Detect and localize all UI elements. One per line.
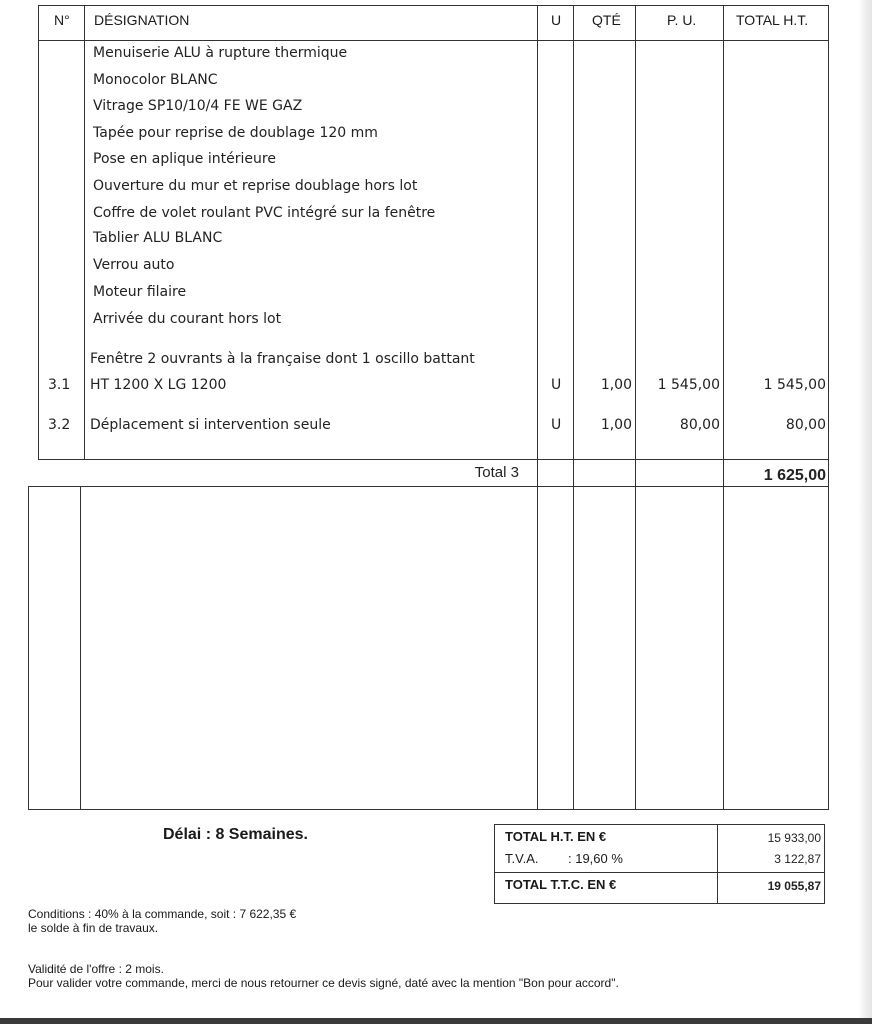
desc-line: Verrou auto [93,257,175,273]
total-ht-value: 15 933,00 [767,831,821,845]
subtotal-value: 1 625,00 [763,467,826,484]
row-designation-line1: Fenêtre 2 ouvrants à la française dont 1 oscillo battant [90,351,475,367]
delay-text: Délai : 8 Semaines. [163,826,308,843]
row-unit-price: 80,00 [679,417,720,433]
table-border-top [38,5,829,6]
table-border-left-lower [28,486,29,810]
header-designation: DÉSIGNATION [94,12,190,28]
row-unit: U [551,417,562,433]
table-border-left [38,5,39,460]
row-unit: U [551,377,562,393]
row-no: 3.1 [48,377,71,393]
total-ttc-label: TOTAL T.T.C. EN € [505,877,617,892]
col-divider-qty [635,5,636,810]
totals-border-bottom [494,903,825,904]
table-border-bottom [28,809,829,810]
desc-line: Menuiserie ALU à rupture thermique [93,45,348,61]
header-qty: QTÉ [592,12,621,28]
col-divider-price [723,5,724,810]
tva-value: 3 122,87 [774,852,821,866]
col-divider-no-lower [80,486,81,810]
totals-divider [717,824,718,904]
totals-border-top [494,824,825,825]
tva-label: T.V.A. [505,851,539,866]
row-total: 80,00 [785,417,826,433]
desc-line: Tablier ALU BLANC [93,230,223,246]
desc-line: Arrivée du courant hors lot [93,311,282,327]
row-qty: 1,00 [600,377,632,393]
total-ttc-value: 19 055,87 [767,879,821,893]
desc-line: Pose en aplique intérieure [93,151,276,167]
header-total: TOTAL H.T. [736,12,809,28]
totals-ttc-line [494,872,825,873]
col-divider-unit [573,5,574,810]
row-total: 1 545,00 [763,377,826,393]
table-border-right [828,5,829,810]
header-divider [38,40,829,41]
tva-rate: : 19,60 % [568,851,623,866]
desc-line: Tapée pour reprise de doublage 120 mm [93,125,378,141]
header-unit-price: P. U. [667,12,697,28]
row-no: 3.2 [48,417,71,433]
col-divider-designation [537,5,538,810]
desc-line: Coffre de volet roulant PVC intégré sur la fenêtre [93,205,436,221]
subtotal-top-line [38,459,829,460]
validity-line2: Pour valider votre commande, merci de nous retourner ce devis signé, daté avec la mention "Bon pour accord". [28,976,619,990]
scan-edge-bottom [0,1018,872,1024]
header-unit: U [551,12,562,28]
desc-line: Vitrage SP10/10/4 FE WE GAZ [93,98,303,114]
desc-line: Moteur filaire [93,284,187,300]
totals-border-right [824,824,825,904]
conditions-line1: Conditions : 40% à la commande, soit : 7 622,35 € [28,907,297,921]
header-no: N° [54,12,70,28]
row-unit-price: 1 545,00 [657,377,720,393]
scan-edge-right [858,0,872,1024]
row-qty: 1,00 [600,417,632,433]
total-ht-label: TOTAL H.T. EN € [505,829,607,844]
desc-line: Ouverture du mur et reprise doublage hors lot [93,178,418,194]
row-designation: Déplacement si intervention seule [90,417,331,433]
totals-border-left [494,824,495,904]
row-designation: HT 1200 X LG 1200 [90,377,227,393]
subtotal-label: Total 3 [474,464,519,481]
col-divider-no [84,5,85,460]
subtotal-bottom-line [28,486,829,487]
conditions-line2: le solde à fin de travaux. [28,921,159,935]
validity-line1: Validité de l'offre : 2 mois. [28,962,164,976]
desc-line: Monocolor BLANC [93,72,218,88]
